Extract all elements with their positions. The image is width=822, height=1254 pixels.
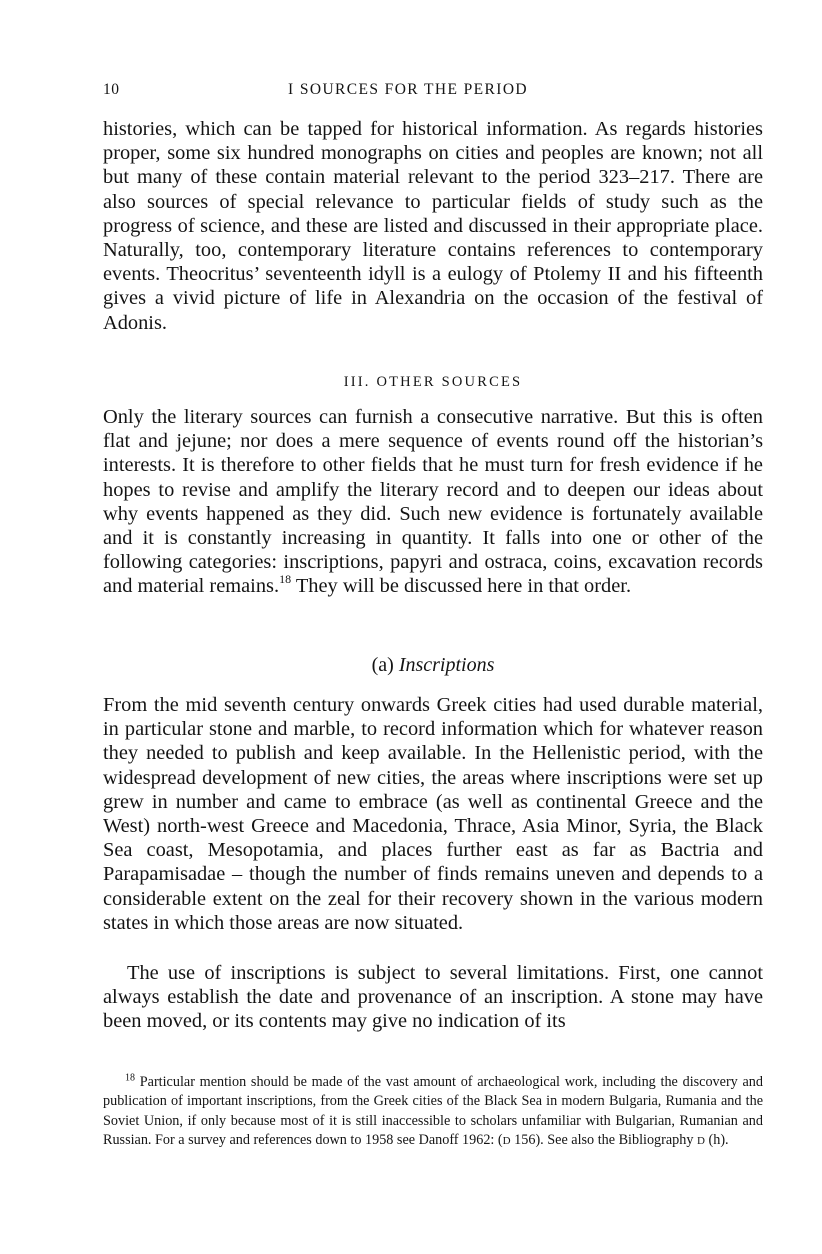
footnote-text-end: (h). [704,1132,729,1149]
footnote-reference: 18 [279,571,292,586]
footnote-text: Particular mention should be made of the vast amount of archaeological work, including the discovery and publication of important inscriptions, from the Greek cities of the Black Sea in modern Bulgaria, Rumania and the Soviet Union, if only because most of it is still inaccessible to scholars unfamiliar with Bulgarian, Rumanian and Russian. For a survey and references down to 1958 see Danoff 1962: ( [103,1074,763,1149]
bibliography-ref-letter: D [502,1135,511,1148]
running-head [103,81,763,103]
paragraph-histories [103,117,763,335]
paragraph-text: From the mid seventh century onwards Greek cities had used durable material, in particular stone and marble, to record information which for whatever reason they needed to publish and keep available. In the Hellenistic period, with the widespread development of new cities, the areas where inscriptions were set up grew in number and came to embrace (as well as continental Greece and the West) north-west Greece and Macedonia, Thrace, Asia Minor, Syria, the Black Sea coast, Mesopotamia, and places further east as far as Bactria and Parapamisadae – though the number of finds remains uneven and depends to a considerable extent on the zeal for their recovery shown in the various modern states in which those areas are now situated. [103,694,763,934]
subsection-title: Inscriptions [398,654,495,676]
subsection-label: (a) [371,654,399,676]
footnote-text-cont: 156). See also the Bibliography [510,1132,697,1149]
paragraph-tail: They will be discussed here in that order. [291,575,632,598]
bibliography-ref-letter: D [697,1135,705,1148]
page-number: 10 [103,81,120,98]
paragraph-body: Only the literary sources can furnish a consecutive narrative. But this is often flat and jejune; nor does a mere sequence of events round off the historian’s interests. It is therefore to other fields that he must turn for fresh evidence if he hopes to revise and amplify the literary record and to deepen our ideas about why events happened as they did. Such new evidence is fortunately available and it is constantly increasing in quantity. It falls into one or other of the following categories: inscriptions, papyri and ostraca, coins, excavation records and material remains. [103,406,763,598]
footnote-number: 18 [125,1072,135,1084]
subsection-heading-inscriptions [103,654,763,677]
paragraph-inscriptions-history [103,693,763,935]
section-heading-other-sources: III. OTHER SOURCES [343,374,523,390]
paragraph-inscription-limitations [103,961,763,1034]
footnote-area [103,1073,763,1152]
footnote-18 [103,1073,763,1152]
paragraph-text: The use of inscriptions is subject to several limitations. First, one cannot always establish the date and provenance of an inscription. A stone may have been moved, or its contents may give no indication of its [103,962,763,1033]
paragraph-text: histories, which can be tapped for historical information. As regards histories proper, some six hundred monographs on cities and peoples are known; not all but many of these contain material relevant to the period 323–217. There are also sources of special relevance to particular fields of study such as the progress of science, and these are listed and discussed in their appropriate place. Naturally, too, contemporary literature contains references to contemporary events. Theocritus’ seventeenth idyll is a eulogy of Ptolemy II and his fifteenth gives a vivid picture of life in Alexandria on the occasion of the festival of Adonis. [103,118,763,334]
paragraph-text [103,405,763,599]
running-title: I SOURCES FOR THE PERIOD [288,81,529,98]
paragraph-literary-sources [103,405,763,599]
